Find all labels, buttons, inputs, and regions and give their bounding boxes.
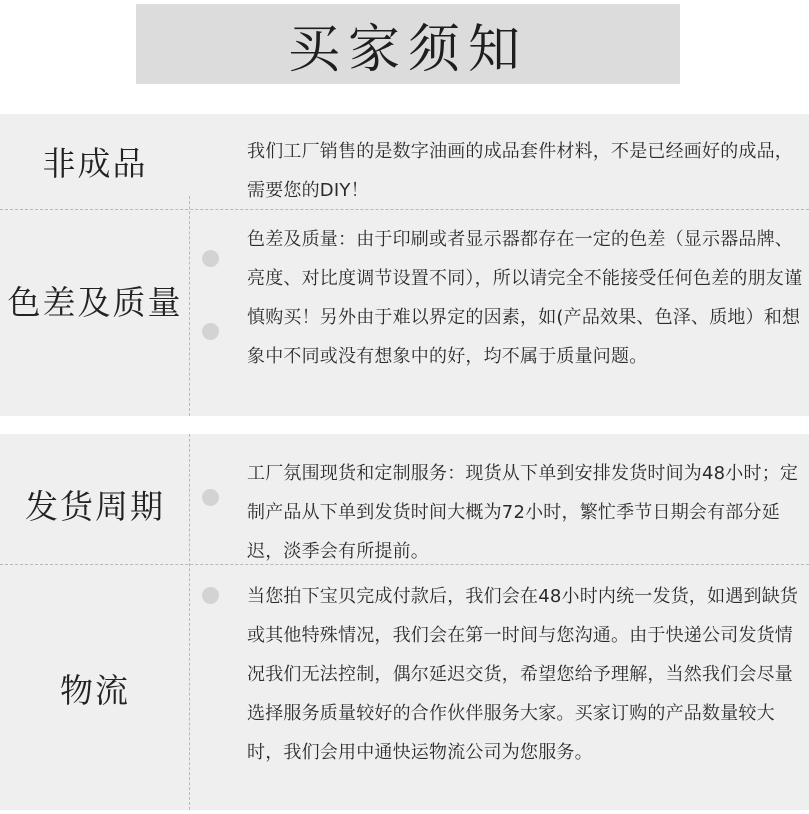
section-color-quality (0, 209, 809, 417)
section-text: 色差及质量：由于印刷或者显示器都存在一定的色差（显示器品牌、亮度、对比度调节设置不同），所以请完全不能接受任何色差的朋友谨慎购买！另外由于难以界定的因素，如(产品效果、色泽、质地）和想象中不同或没有想象中的好，均不属于质量问题。 (247, 229, 803, 367)
bullet-dot-icon (202, 323, 219, 340)
section-label: 发货周期 (25, 486, 165, 526)
section-label: 物流 (60, 670, 130, 710)
section-shipping-cycle (0, 434, 809, 564)
page-title: 买家须知 (287, 19, 528, 80)
section-finished-product (0, 114, 809, 209)
section-text: 工厂氛围现货和定制服务：现货从下单到安排发货时间为48小时；定制产品从下单到发货时间大概为72小时，繁忙季节日期会有部分延迟，淡季会有所提前。 (247, 463, 799, 562)
title-banner (136, 4, 680, 84)
section-text: 我们工厂销售的是数字油画的成品套件材料，不是已经画好的成品，需要您的DIY！ (247, 141, 793, 201)
bullet-dot-icon (202, 587, 219, 604)
bullet-dot-icon (202, 489, 219, 506)
section-text: 当您拍下宝贝完成付款后，我们会在48小时内统一发货，如遇到缺货或其他特殊情况，我们会在第一时间与您沟通。由于快递公司发货情况我们无法控制，偶尔延迟交货，希望您给予理解，当然我们会尽量选择服务质量较好的合作伙伴服务大家。买家订购的产品数量较大时，我们会用中通快运物流公司为您服务。 (247, 586, 799, 763)
section-label: 色差及质量 (7, 282, 183, 322)
section-logistics (0, 564, 809, 811)
bullet-dot-icon (202, 250, 219, 267)
section-label: 非成品 (42, 144, 148, 183)
